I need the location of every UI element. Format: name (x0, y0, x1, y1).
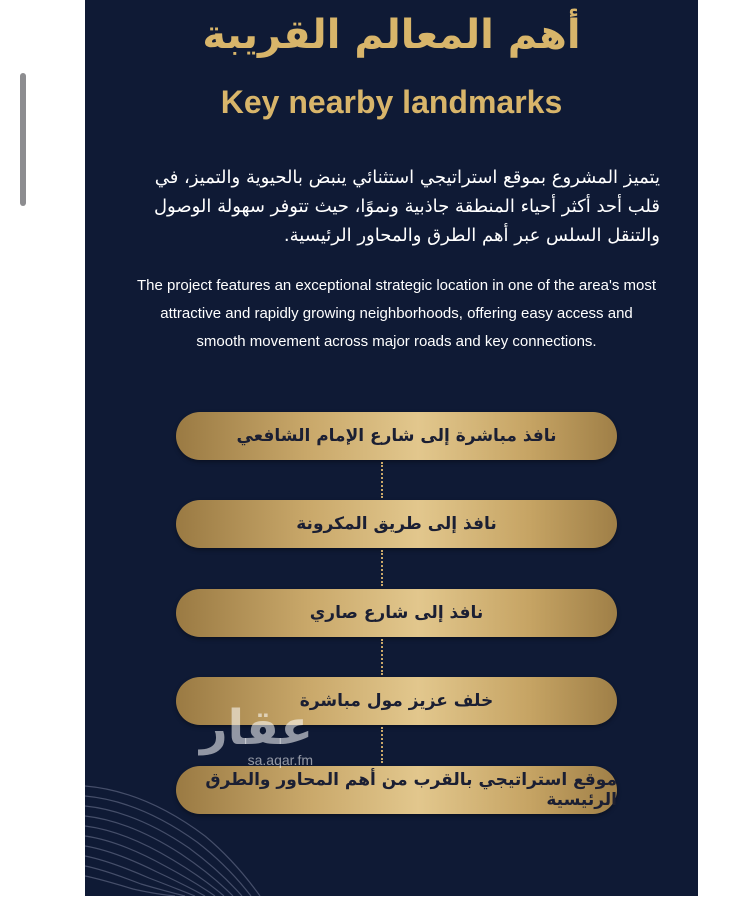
description-arabic: يتميز المشروع بموقع استراتيجي استثنائي ينبض بالحيوية والتميز، في قلب أحد أكثر أحياء المنطقة جاذبية ونموًا، حيث تتوفر سهولة الوصول والتنقل السلس عبر أهم الطرق والمحاور الرئيسية. (153, 167, 660, 246)
decorative-waves (85, 766, 265, 896)
landmarks-poster (85, 0, 698, 896)
connector-line (381, 639, 383, 675)
connector-line (381, 462, 383, 498)
title-english: Key nearby landmarks (220, 84, 563, 120)
landmark-item: نافذ إلى شارع صاري (176, 589, 617, 637)
scroll-indicator[interactable] (20, 73, 26, 206)
connector-line (381, 727, 383, 763)
watermark-logo: عقار (200, 700, 313, 756)
connector-line (381, 550, 383, 586)
title-arabic: أهم المعالم القريبة (202, 12, 581, 58)
landmark-item: نافذ إلى طريق المكرونة (176, 500, 617, 548)
landmark-item: موقع استراتيجي بالقرب من أهم المحاور والطرق الرئيسية (176, 766, 617, 814)
landmark-item: نافذ مباشرة إلى شارع الإمام الشافعي (176, 412, 617, 460)
description-english: The project features an exceptional strategic location in one of the area's most attractive and rapidly growing neighborhoods, offering easy access and smooth movement across major roads and key connections. (137, 277, 656, 350)
watermark-url: sa.aqar.fm (247, 752, 313, 768)
watermark (200, 700, 313, 768)
landmark-item: خلف عزيز مول مباشرة (176, 677, 617, 725)
